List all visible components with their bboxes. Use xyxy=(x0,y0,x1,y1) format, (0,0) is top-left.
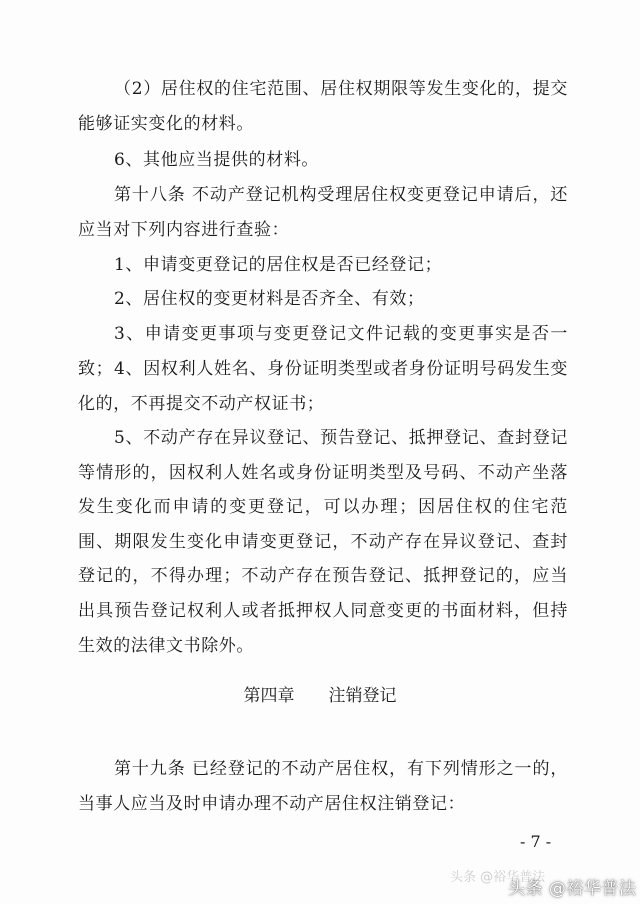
paragraph-8: 5、不动产存在异议登记、预告登记、抵押登记、查封登记等情形的，因权利人姓名或身份证明类型及号码、不动产坐落发生变化而申请的变更登记，可以办理；因居住权的住宅范围、期限发生变化申请变更登记，不动产存在异议登记、查封登记的，不得办理；不动产存在预告登记、抵押登记的，应当出具预告登记权利人或者抵押权人同意变更的书面材料，但持生效的法律文书除外。 xyxy=(78,428,568,656)
paragraph-3: 第十八条 不动产登记机构受理居住权变更登记申请后，还应当对下列内容进行查验： xyxy=(78,185,568,240)
paragraph-6: 3、申请变更事项与变更登记文件记载的变更事实是否一致； xyxy=(78,324,568,379)
paragraph-7: 4、因权利人姓名、身份证明类型或者身份证明号码发生变化的，不再提交不动产权证书； xyxy=(78,359,568,414)
chapter-title: 注销登记 xyxy=(328,686,397,706)
faded-watermark: 头条 @裕华普法 xyxy=(450,870,546,885)
watermark: 头条 @裕华普法 xyxy=(508,879,637,899)
page-number: - 7 - xyxy=(520,832,552,851)
paragraph-2: 6、其他应当提供的材料。 xyxy=(114,150,320,170)
paragraph-9: 第十九条 已经登记的不动产居住权，有下列情形之一的，当事人应当及时申请办理不动产居住权注销登记： xyxy=(78,759,568,814)
paragraph-5: 2、居住权的变更材料是否齐全、有效； xyxy=(114,289,425,309)
paragraph-4: 1、申请变更登记的居住权是否已经登记； xyxy=(114,255,443,275)
chapter-number: 第四章 xyxy=(243,686,295,706)
paragraph-1: （2）居住权的住宅范围、居住权期限等发生变化的，提交能够证实变化的材料。 xyxy=(78,79,568,134)
chapter-heading xyxy=(0,684,640,708)
